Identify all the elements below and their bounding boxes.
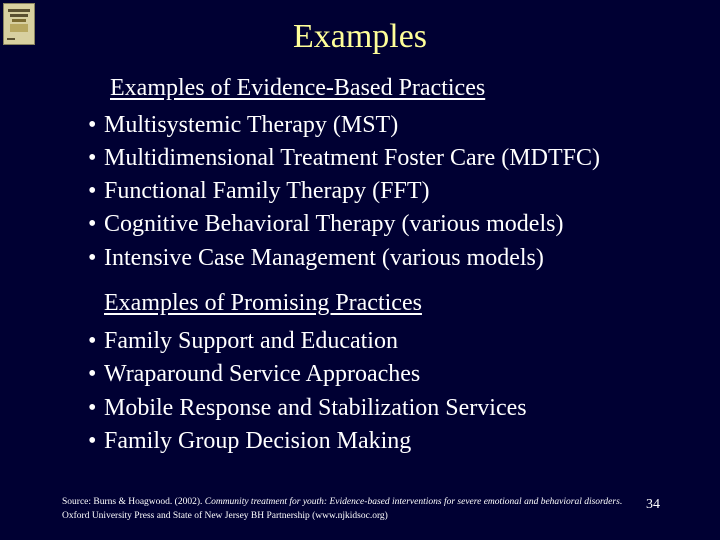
bullet-icon: • [88, 395, 97, 421]
evidence-based-heading: Examples of Evidence-Based Practices [110, 75, 486, 101]
list-item: • Multisystemic Therapy (MST) [88, 112, 399, 138]
bullet-icon: • [88, 361, 97, 387]
source-citation: Source: Burns & Hoagwood. (2002). Community treatment for youth: Evidence-based interventions for severe emotional and behavioral disorders. Oxford University Press and State of New Jersey BH Partnership (www.njkidsoc.org) [62, 497, 623, 521]
bullet-icon: • [88, 112, 97, 138]
bullet-icon: • [88, 245, 97, 271]
list-item: • Cognitive Behavioral Therapy (various models) [88, 211, 564, 237]
list-item: • Intensive Case Management (various models) [88, 245, 544, 271]
bullet-icon: • [88, 178, 97, 204]
bullet-icon: • [88, 145, 97, 171]
bullet-icon: • [88, 428, 97, 454]
promising-practices-heading: Examples of Promising Practices [104, 290, 422, 316]
list-item: • Wraparound Service Approaches [88, 361, 421, 387]
bullet-icon: • [88, 328, 97, 354]
list-item: • Multidimensional Treatment Foster Care (MDTFC) [88, 145, 600, 171]
list-item: • Functional Family Therapy (FFT) [88, 178, 430, 204]
list-item: • Family Support and Education [88, 328, 398, 354]
bullet-icon: • [88, 211, 97, 237]
page-number: 34 [646, 497, 660, 512]
list-item: • Mobile Response and Stabilization Services [88, 395, 527, 421]
list-item: • Family Group Decision Making [88, 428, 412, 454]
slide-title: Examples [292, 18, 428, 55]
